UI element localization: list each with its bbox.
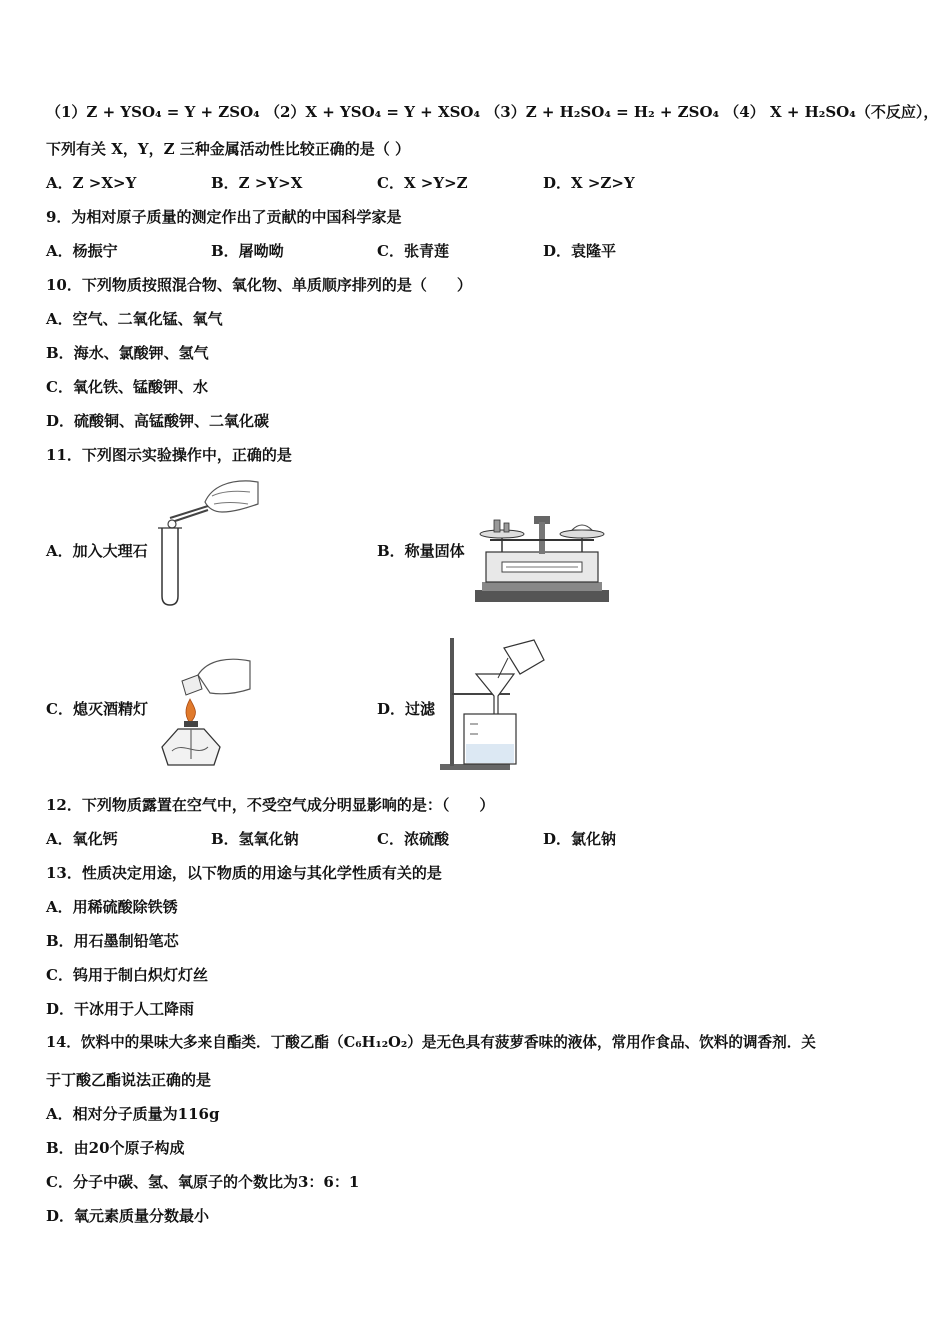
q12-question: 12．下列物质露置在空气中，不受空气成分明显影响的是：（ ） [46,796,495,814]
q14-option-d: D．氧元素质量分数最小 [46,1207,210,1225]
q10-option-d: D．硫酸铜、高锰酸钾、二氧化碳 [46,412,270,430]
q8-option-d: D．X >Z>Y [543,174,635,192]
q11-option-d: D．过滤 [377,700,436,718]
q12-option-d: D．氯化钠 [543,830,617,848]
q10-option-c: C．氧化铁、锰酸钾、水 [46,378,208,396]
q10-question: 10．下列物质按照混合物、氧化物、单质顺序排列的是（ ） [46,276,472,294]
q14-question-line2: 于丁酸乙酯说法正确的是 [46,1071,212,1089]
q11-question: 11．下列图示实验操作中，正确的是 [46,446,292,464]
q13-option-b: B．用石墨制铅笔芯 [46,932,179,950]
q14-option-a: A．相对分子质量为116g [46,1105,220,1123]
q9-option-d: D．袁隆平 [543,242,617,260]
q10-option-a: A．空气、二氧化锰、氧气 [46,310,223,328]
q13-option-c: C．钨用于制白炽灯灯丝 [46,966,208,984]
q11-option-a: A．加入大理石 [46,542,148,560]
q12-option-c: C．浓硫酸 [377,830,449,848]
q8-reactions: （1）Z + YSO₄ = Y + ZSO₄ （2）X + YSO₄ = Y + XSO₄ （3）Z + H₂SO₄ = H₂ + ZSO₄ （4） X + H₂SO₄（不反应）， [46,103,939,121]
q11-option-b: B．称量固体 [377,542,465,560]
balance-figure [472,510,612,606]
q14-option-c: C．分子中碳、氢、氧原子的个数比为3：6：1 [46,1173,360,1191]
q9-option-c: C．张青莲 [377,242,449,260]
test-tube-tongs-figure [150,476,260,606]
filtration-figure [436,634,552,774]
q9-option-b: B．屠呦呦 [211,242,284,260]
q8-option-a: A．Z >X>Y [46,174,137,192]
q8-question: 下列有关 X，Y，Z 三种金属活动性比较正确的是（ ） [46,140,410,158]
q13-option-d: D．干冰用于人工降雨 [46,1000,195,1018]
q14-option-b: B．由20个原子构成 [46,1139,185,1157]
q12-option-a: A．氧化钙 [46,830,118,848]
q11-option-c: C．熄灭酒精灯 [46,700,148,718]
q10-option-b: B．海水、氯酸钾、氢气 [46,344,209,362]
q9-question: 9．为相对原子质量的测定作出了贡献的中国科学家是 [46,208,402,226]
q13-option-a: A．用稀硫酸除铁锈 [46,898,178,916]
q8-option-b: B．Z >Y>X [211,174,303,192]
q13-question: 13．性质决定用途，以下物质的用途与其化学性质有关的是 [46,864,442,882]
q9-option-a: A．杨振宁 [46,242,118,260]
q14-question-line1: 14．饮料中的果味大多来自酯类．丁酸乙酯（C₆H₁₂O₂）是无色具有菠萝香味的液体，常用作食品、饮料的调香剂．关 [46,1034,816,1051]
q8-option-c: C．X >Y>Z [377,174,468,192]
alcohol-lamp-figure [158,655,258,773]
q12-option-b: B．氢氧化钠 [211,830,299,848]
